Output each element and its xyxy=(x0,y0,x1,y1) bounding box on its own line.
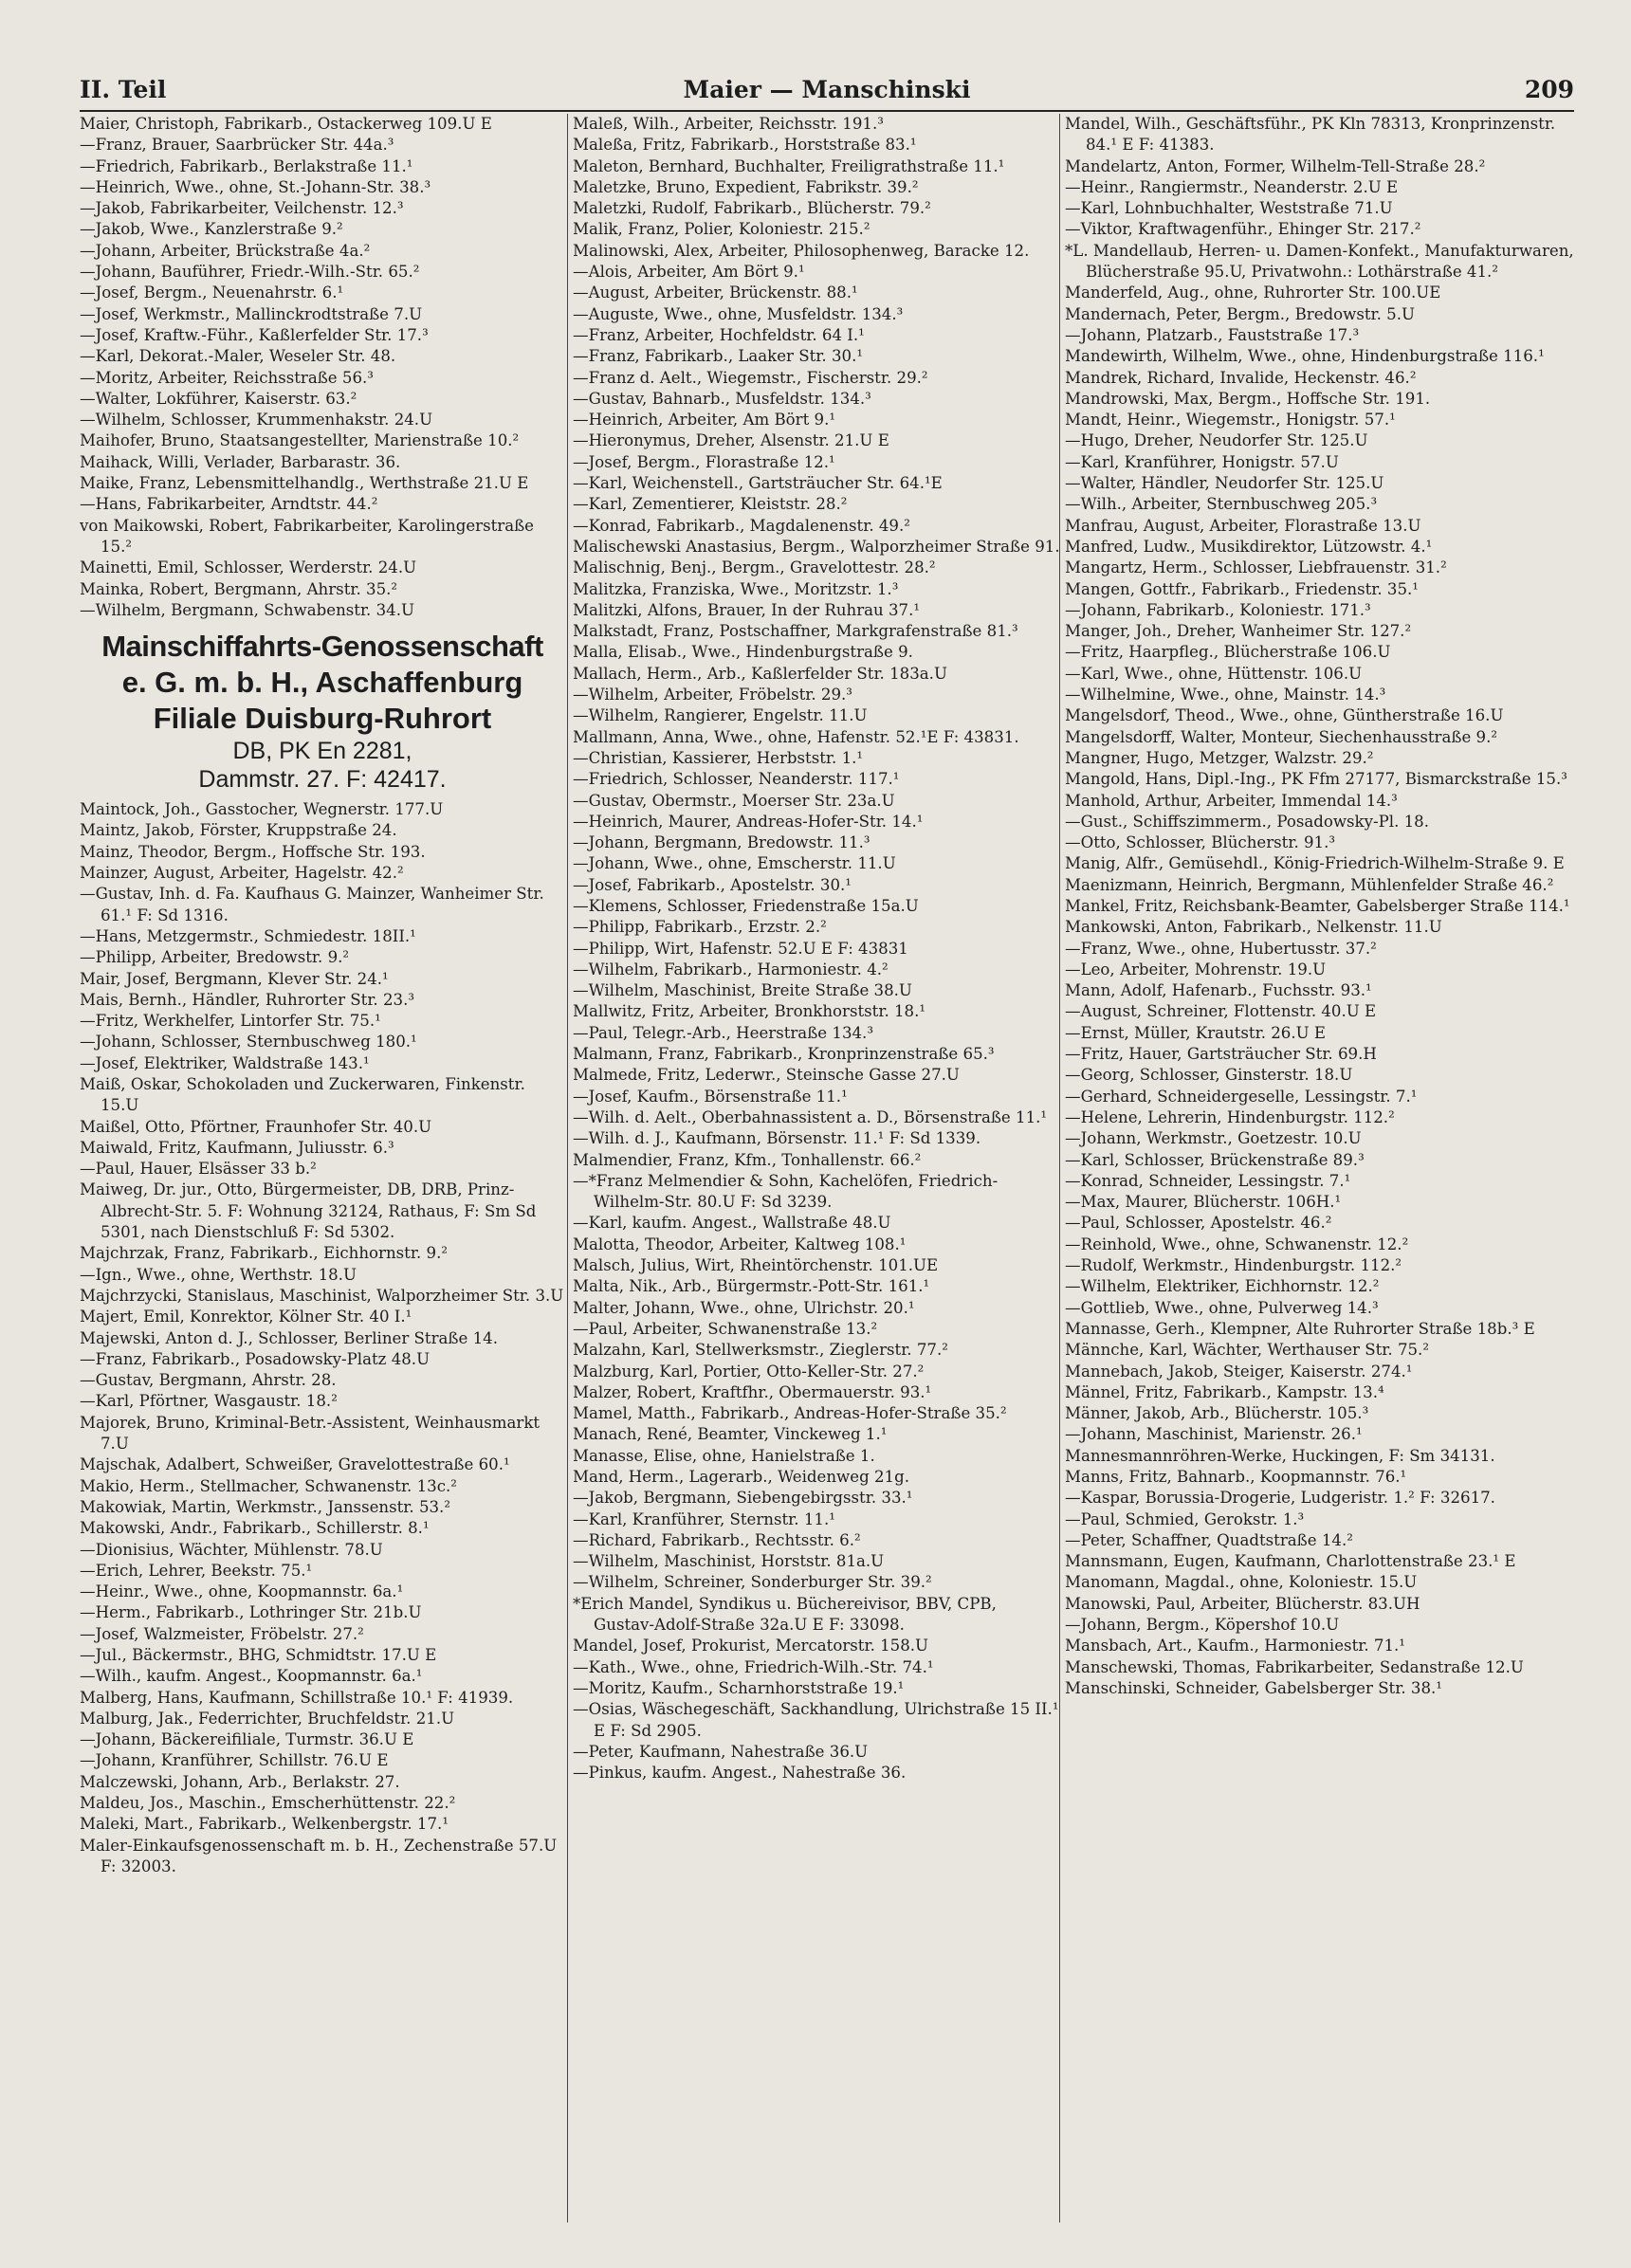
directory-entry: Mankowski, Anton, Fabrikarb., Nelkenstr. 11.U xyxy=(1065,918,1442,937)
ad-company-name: Mainschiffahrts-Genossenschaft xyxy=(101,630,543,664)
directory-entry: —Hans, Fabrikarbeiter, Arndtstr. 44.² xyxy=(80,495,378,514)
directory-entry: Mankel, Fritz, Reichsbank-Beamter, Gabelsberger Straße 114.¹ xyxy=(1065,896,1570,915)
directory-entry: —Wilhelmine, Wwe., ohne, Mainstr. 14.³ xyxy=(1065,686,1386,704)
directory-entry: —Osias, Wäschegeschäft, Sackhandlung, Ulrichstraße 15 II.¹ E F: Sd 2905. xyxy=(573,1700,1059,1740)
directory-entry: —Wilhelm, Elektriker, Eichhornstr. 12.² xyxy=(1065,1277,1380,1296)
directory-entry: —Fritz, Haarpfleg., Blücherstraße 106.U xyxy=(1065,643,1391,662)
directory-entry: —Otto, Schlosser, Blücherstr. 91.³ xyxy=(1065,833,1336,852)
page-number: 209 xyxy=(1524,76,1574,103)
directory-entry: —Johann, Wwe., ohne, Emscherstr. 11.U xyxy=(573,854,896,873)
directory-entry: *L. Mandellaub, Herren- u. Damen-Konfekt., Manufakturwaren, Blücherstraße 95.U, Privatwohn.: Lothärstraße 41.² xyxy=(1065,241,1574,282)
directory-entry: —Gustav, Obermstr., Moerser Str. 23a.U xyxy=(573,791,895,810)
directory-entry: Maihack, Willi, Verlader, Barbarastr. 36. xyxy=(80,452,401,471)
directory-entry: Maleki, Mart., Fabrikarb., Welkenbergstr. 17.¹ xyxy=(80,1815,449,1834)
directory-entry: —Wilhelm, Rangierer, Engelstr. 11.U xyxy=(573,706,868,725)
advertisement-box xyxy=(80,629,565,794)
directory-entry: Maiwald, Fritz, Kaufmann, Juliusstr. 6.³ xyxy=(80,1138,394,1157)
directory-entry: Maiß, Oskar, Schokoladen und Zuckerwaren, Finkenstr. 15.U xyxy=(80,1074,525,1115)
directory-entry: Mainetti, Emil, Schlosser, Werderstr. 24.U xyxy=(80,558,417,577)
directory-entry: Manhold, Arthur, Arbeiter, Immendal 14.³ xyxy=(1065,791,1398,810)
ad-branch: Filiale Duisburg-Ruhrort xyxy=(153,702,492,736)
directory-entry: —Josef, Werkmstr., Mallinckrodtstraße 7.U xyxy=(80,304,423,323)
directory-entry: Manach, René, Beamter, Vinckeweg 1.¹ xyxy=(573,1425,888,1444)
directory-entry: Makio, Herm., Stellmacher, Schwanenstr. 13c.² xyxy=(80,1476,457,1495)
directory-entry: —Wilh., kaufm. Angest., Koopmannstr. 6a.¹ xyxy=(80,1667,423,1686)
directory-entry: Manderfeld, Aug., ohne, Ruhrorter Str. 100.UE xyxy=(1065,284,1441,302)
directory-entry: —Jakob, Bergmann, Siebengebirgsstr. 33.¹ xyxy=(573,1489,913,1508)
directory-entry: —*Franz Melmendier & Sohn, Kachelöfen, Friedrich-Wilhelm-Str. 80.U F: Sd 3239. xyxy=(573,1171,999,1212)
directory-entry: —Franz, Brauer, Saarbrücker Str. 44a.³ xyxy=(80,136,394,155)
directory-entry: Malberg, Hans, Kaufmann, Schillstraße 10.¹ F: 41939. xyxy=(80,1688,514,1707)
directory-entry: Mais, Bernh., Händler, Ruhrorter Str. 23.³ xyxy=(80,990,415,1009)
directory-entry: —Johann, Kranführer, Schillstr. 76.U E xyxy=(80,1751,389,1770)
directory-entry: —Reinhold, Wwe., ohne, Schwanenstr. 12.² xyxy=(1065,1235,1409,1253)
directory-entry: —Herm., Fabrikarb., Lothringer Str. 21b.U xyxy=(80,1603,422,1622)
directory-entry: Mallach, Herm., Arb., Kaßlerfelder Str. 183a.U xyxy=(573,664,947,683)
header-rule xyxy=(80,110,1574,112)
directory-entry: —Philipp, Wirt, Hafenstr. 52.U E F: 43831 xyxy=(573,939,908,958)
ad-bank: DB, PK En 2281, xyxy=(232,738,412,765)
directory-entry: —Heinr., Wwe., ohne, Koopmannstr. 6a.¹ xyxy=(80,1582,404,1601)
directory-entry: —Konrad, Schneider, Lessingstr. 7.¹ xyxy=(1065,1171,1351,1190)
directory-entry: —Josef, Fabrikarb., Apostelstr. 30.¹ xyxy=(573,875,852,894)
column-1 xyxy=(80,114,565,2230)
column-divider xyxy=(567,114,568,2222)
directory-entry: Malmendier, Franz, Kfm., Tonhallenstr. 66.² xyxy=(573,1150,922,1169)
directory-entry: Malzahn, Karl, Stellwerksmstr., Zieglerstr. 77.² xyxy=(573,1341,948,1360)
directory-entry: Maike, Franz, Lebensmittelhandlg., Werthstraße 21.U E xyxy=(80,474,529,493)
section-label: II. Teil xyxy=(80,76,167,103)
directory-entry: Mainka, Robert, Bergmann, Ahrstr. 35.² xyxy=(80,579,398,598)
directory-entry: Mandelartz, Anton, Former, Wilhelm-Tell-Straße 28.² xyxy=(1065,156,1486,175)
directory-entry: Malischnig, Benj., Bergm., Gravelottestr. 28.² xyxy=(573,558,936,577)
directory-entry: Manns, Fritz, Bahnarb., Koopmannstr. 76.¹ xyxy=(1065,1468,1407,1486)
directory-entry: —Moritz, Kaufm., Scharnhorststraße 19.¹ xyxy=(573,1678,905,1697)
directory-entry: Malmede, Fritz, Lederwr., Steinsche Gasse 27.U xyxy=(573,1066,960,1085)
directory-entry: Mangen, Gottfr., Fabrikarb., Friedenstr. 35.¹ xyxy=(1065,579,1419,598)
directory-entry: —Gustav, Inh. d. Fa. Kaufhaus G. Mainzer, Wanheimer Str. 61.¹ F: Sd 1316. xyxy=(80,885,544,924)
directory-entry: Mamel, Matth., Fabrikarb., Andreas-Hofer-Straße 35.² xyxy=(573,1404,1007,1423)
directory-entry: Mainzer, August, Arbeiter, Hagelstr. 42.² xyxy=(80,864,404,883)
directory-entry: Maintock, Joh., Gasstocher, Wegnerstr. 177.U xyxy=(80,800,444,819)
directory-entry: Majert, Emil, Konrektor, Kölner Str. 40 I.¹ xyxy=(80,1308,412,1326)
directory-entry: Malischewski Anastasius, Bergm., Walporzheimer Straße 91. xyxy=(573,537,1060,556)
directory-entry: Maißel, Otto, Pförtner, Fraunhofer Str. 40.U xyxy=(80,1117,432,1136)
directory-entry: Makowiak, Martin, Werkmstr., Janssenstr. 53.² xyxy=(80,1497,450,1516)
directory-entry: Mandewirth, Wilhelm, Wwe., ohne, Hindenburgstraße 116.¹ xyxy=(1065,347,1545,366)
directory-entry: Mandernach, Peter, Bergm., Bredowstr. 5.U xyxy=(1065,304,1415,323)
directory-entry: —Franz d. Aelt., Wiegemstr., Fischerstr. 29.² xyxy=(573,368,928,387)
directory-entry: —August, Arbeiter, Brückenstr. 88.¹ xyxy=(573,284,858,302)
directory-entry: —Karl, Schlosser, Brückenstraße 89.³ xyxy=(1065,1150,1365,1169)
directory-entry: Mannasse, Gerh., Klempner, Alte Ruhrorter Straße 18b.³ E xyxy=(1065,1319,1535,1338)
directory-entry: —August, Schreiner, Flottenstr. 40.U E xyxy=(1065,1002,1377,1021)
directory-entry: —Karl, Kranführer, Honigstr. 57.U xyxy=(1065,452,1339,471)
directory-entry: —Dionisius, Wächter, Mühlenstr. 78.U xyxy=(80,1540,383,1559)
directory-entry: —Gerhard, Schneidergeselle, Lessingstr. 7.¹ xyxy=(1065,1087,1418,1106)
directory-entry: Mannsmann, Eugen, Kaufmann, Charlottenstraße 23.¹ E xyxy=(1065,1552,1516,1571)
directory-entry: Malkstadt, Franz, Postschaffner, Markgrafenstraße 81.³ xyxy=(573,622,1018,641)
ad-company-form: e. G. m. b. H., Aschaffenburg xyxy=(121,666,523,700)
directory-entry: Manger, Joh., Dreher, Wanheimer Str. 127.² xyxy=(1065,622,1412,641)
directory-entry: Mandt, Heinr., Wiegemstr., Honigstr. 57.¹ xyxy=(1065,411,1396,430)
directory-entry: —Wilhelm, Arbeiter, Fröbelstr. 29.³ xyxy=(573,686,852,704)
ad-address: Dammstr. 27. F: 42417. xyxy=(198,766,447,794)
directory-entry: —Auguste, Wwe., ohne, Musfeldstr. 134.³ xyxy=(573,304,904,323)
directory-entry: *Erich Mandel, Syndikus u. Büchereivisor, BBV, CPB, Gustav-Adolf-Straße 32a.U E F: 33098. xyxy=(573,1594,997,1635)
directory-entry: —Leo, Arbeiter, Mohrenstr. 19.U xyxy=(1065,960,1327,979)
directory-entry: Majewski, Anton d. J., Schlosser, Berliner Straße 14. xyxy=(80,1328,498,1347)
directory-entry: Mallmann, Anna, Wwe., ohne, Hafenstr. 52.¹E F: 43831. xyxy=(573,727,1019,746)
directory-entry: —Johann, Bauführer, Friedr.-Wilh.-Str. 65.² xyxy=(80,263,420,282)
directory-entry: —Peter, Kaufmann, Nahestraße 36.U xyxy=(573,1742,869,1761)
directory-entry: Männer, Jakob, Arb., Blücherstr. 105.³ xyxy=(1065,1404,1369,1423)
directory-entry: —Moritz, Arbeiter, Reichsstraße 56.³ xyxy=(80,368,374,387)
directory-entry: —Johann, Bergmann, Bredowstr. 11.³ xyxy=(573,833,870,852)
directory-entry: Mannesmannröhren-Werke, Huckingen, F: Sm 34131. xyxy=(1065,1446,1495,1465)
directory-entry: Mangelsdorf, Theod., Wwe., ohne, Güntherstraße 16.U xyxy=(1065,706,1504,725)
directory-entry: —Erich, Lehrer, Beekstr. 75.¹ xyxy=(80,1561,313,1580)
directory-entry: Majchrzycki, Stanislaus, Maschinist, Walporzheimer Str. 3.U xyxy=(80,1286,564,1305)
directory-entry: Manfred, Ludw., Musikdirektor, Lützowstr. 4.¹ xyxy=(1065,537,1433,556)
directory-entry: —Helene, Lehrerin, Hindenburgstr. 112.² xyxy=(1065,1107,1395,1126)
directory-entry: Malik, Franz, Polier, Koloniestr. 215.² xyxy=(573,220,870,239)
directory-entry: —Alois, Arbeiter, Am Bört 9.¹ xyxy=(573,263,805,282)
directory-entry: —Wilh. d. Aelt., Oberbahnassistent a. D., Börsenstraße 11.¹ xyxy=(573,1107,1048,1126)
directory-entry: Maler-Einkaufsgenossenschaft m. b. H., Zechenstraße 57.U F: 32003. xyxy=(80,1836,558,1875)
directory-entry: —Johann, Platzarb., Fauststraße 17.³ xyxy=(1065,325,1360,344)
directory-entry: —Walter, Lokführer, Kaiserstr. 63.² xyxy=(80,389,357,408)
directory-entry: —Wilhelm, Maschinist, Horststr. 81a.U xyxy=(573,1552,885,1571)
directory-entry: —Fritz, Hauer, Gartsträucher Str. 69.H xyxy=(1065,1045,1377,1064)
directory-entry: Maihofer, Bruno, Staatsangestellter, Marienstraße 10.² xyxy=(80,431,520,450)
directory-entry: Malta, Nik., Arb., Bürgermstr.-Pott-Str. 161.¹ xyxy=(573,1277,930,1296)
directory-entry: —Paul, Hauer, Elsässer 33 b.² xyxy=(80,1160,317,1179)
directory-entry: Manowski, Paul, Arbeiter, Blücherstr. 83.UH xyxy=(1065,1594,1420,1613)
directory-entry: Mainz, Theodor, Bergm., Hoffsche Str. 193. xyxy=(80,842,426,861)
directory-entry: Majschak, Adalbert, Schweißer, Gravelottestraße 60.¹ xyxy=(80,1455,510,1474)
directory-entry: Malitzki, Alfons, Brauer, In der Ruhrau 37.¹ xyxy=(573,600,921,619)
directory-entry: —Karl, Lohnbuchhalter, Weststraße 71.U xyxy=(1065,199,1393,218)
directory-entry: Manschewski, Thomas, Fabrikarbeiter, Sedanstraße 12.U xyxy=(1065,1657,1524,1676)
directory-entry: —Philipp, Arbeiter, Bredowstr. 9.² xyxy=(80,948,350,967)
directory-entry: —Ernst, Müller, Krautstr. 26.U E xyxy=(1065,1023,1327,1042)
directory-entry: —Karl, kaufm. Angest., Wallstraße 48.U xyxy=(573,1214,891,1233)
directory-entry: —Heinrich, Maurer, Andreas-Hofer-Str. 14.¹ xyxy=(573,812,924,831)
columns xyxy=(80,114,1589,2230)
directory-entry: —Heinrich, Wwe., ohne, St.-Johann-Str. 38.³ xyxy=(80,177,431,196)
directory-entry: —Wilhelm, Maschinist, Breite Straße 38.U xyxy=(573,981,912,1000)
directory-entry: —Konrad, Fabrikarb., Magdalenenstr. 49.² xyxy=(573,516,910,535)
directory-entry: Malotta, Theodor, Arbeiter, Kaltweg 108.¹ xyxy=(573,1235,907,1253)
directory-entry: Maier, Christoph, Fabrikarb., Ostackerweg 109.U E xyxy=(80,115,492,133)
directory-entry: —Pinkus, kaufm. Angest., Nahestraße 36. xyxy=(573,1764,907,1783)
directory-entry: —Franz, Wwe., ohne, Hubertusstr. 37.² xyxy=(1065,939,1377,958)
column-divider xyxy=(1059,114,1060,2222)
directory-entry: —Gustav, Bergmann, Ahrstr. 28. xyxy=(80,1371,337,1390)
directory-entry: —Karl, Wwe., ohne, Hüttenstr. 106.U xyxy=(1065,664,1363,683)
directory-entry: —Wilh. d. J., Kaufmann, Börsenstr. 11.¹ F: Sd 1339. xyxy=(573,1129,981,1148)
directory-entry: —Rudolf, Werkmstr., Hindenburgstr. 112.² xyxy=(1065,1256,1402,1275)
directory-entry: —Franz, Fabrikarb., Laaker Str. 30.¹ xyxy=(573,347,864,366)
directory-entry: Malzburg, Karl, Portier, Otto-Keller-Str. 27.² xyxy=(573,1362,925,1381)
directory-entry: Malmann, Franz, Fabrikarb., Kronprinzenstraße 65.³ xyxy=(573,1045,995,1064)
directory-entry: Malsch, Julius, Wirt, Rheintörchenstr. 101.UE xyxy=(573,1256,939,1275)
directory-entry: —Jul., Bäckermstr., BHG, Schmidtstr. 17.U E xyxy=(80,1646,437,1664)
directory-entry: Maleton, Bernhard, Buchhalter, Freiligrathstraße 11.¹ xyxy=(573,156,1005,175)
directory-entry: Mannebach, Jakob, Steiger, Kaiserstr. 274.¹ xyxy=(1065,1362,1413,1381)
directory-entry: —Klemens, Schlosser, Friedenstraße 15a.U xyxy=(573,896,919,915)
directory-entry: Mangartz, Herm., Schlosser, Liebfrauenstr. 31.² xyxy=(1065,558,1447,577)
directory-entry: —Viktor, Kraftwagenführ., Ehinger Str. 217.² xyxy=(1065,220,1421,239)
directory-entry: —Heinr., Rangiermstr., Neanderstr. 2.U E xyxy=(1065,177,1399,196)
directory-entry: —Walter, Händler, Neudorfer Str. 125.U xyxy=(1065,474,1384,493)
directory-entry: —Karl, Zementierer, Kleiststr. 28.² xyxy=(573,495,848,514)
directory-entry: Mandel, Wilh., Geschäftsführ., PK Kln 78313, Kronprinzenstr. 84.¹ E F: 41383. xyxy=(1065,115,1556,155)
directory-entry: —Friedrich, Fabrikarb., Berlakstraße 11.¹ xyxy=(80,156,413,175)
directory-entry: Mangold, Hans, Dipl.-Ing., PK Ffm 27177, Bismarckstraße 15.³ xyxy=(1065,770,1567,789)
directory-entry: Mansbach, Art., Kaufm., Harmoniestr. 71.¹ xyxy=(1065,1637,1405,1655)
directory-entry: von Maikowski, Robert, Fabrikarbeiter, Karolingerstraße 15.² xyxy=(80,516,534,556)
directory-entry: Mandrek, Richard, Invalide, Heckenstr. 46.² xyxy=(1065,368,1417,387)
directory-entry: Mallwitz, Fritz, Arbeiter, Bronkhorststr. 18.¹ xyxy=(573,1002,926,1021)
column-2 xyxy=(573,114,1060,2230)
directory-entry: —Gustav, Bahnarb., Musfeldstr. 134.³ xyxy=(573,389,871,408)
directory-entry: Majorek, Bruno, Kriminal-Betr.-Assistent, Weinhausmarkt 7.U xyxy=(80,1413,541,1454)
directory-entry: —Johann, Bäckereifiliale, Turmstr. 36.U E xyxy=(80,1730,414,1749)
directory-entry: —Fritz, Werkhelfer, Lintorfer Str. 75.¹ xyxy=(80,1012,381,1031)
directory-entry: —Wilhelm, Schlosser, Krummenhakstr. 24.U xyxy=(80,411,433,430)
directory-entry: Maletzki, Rudolf, Fabrikarb., Blücherstr. 79.² xyxy=(573,199,931,218)
directory-entry: Maleß, Wilh., Arbeiter, Reichsstr. 191.³ xyxy=(573,115,884,133)
directory-entry: Malburg, Jak., Federrichter, Bruchfeldstr. 21.U xyxy=(80,1709,455,1728)
directory-entry: Malla, Elisab., Wwe., Hindenburgstraße 9. xyxy=(573,643,913,662)
directory-entry: —Jakob, Fabrikarbeiter, Veilchenstr. 12.³ xyxy=(80,199,404,218)
directory-entry: —Richard, Fabrikarb., Rechtsstr. 6.² xyxy=(573,1530,861,1549)
directory-entry: Maenizmann, Heinrich, Bergmann, Mühlenfelder Straße 46.² xyxy=(1065,875,1554,894)
directory-entry: Manig, Alfr., Gemüsehdl., König-Friedrich-Wilhelm-Straße 9. E xyxy=(1065,854,1565,873)
directory-entry: —Josef, Kaufm., Börsenstraße 11.¹ xyxy=(573,1087,848,1106)
directory-entry: —Johann, Schlosser, Sternbuschweg 180.¹ xyxy=(80,1033,417,1052)
directory-entry: Mandrowski, Max, Bergm., Hoffsche Str. 191. xyxy=(1065,389,1431,408)
directory-entry: —Josef, Walzmeister, Fröbelstr. 27.² xyxy=(80,1624,364,1643)
directory-entry: Malzer, Robert, Kraftfhr., Obermauerstr. 93.¹ xyxy=(573,1382,932,1401)
directory-entry: —Karl, Kranführer, Sternstr. 11.¹ xyxy=(573,1509,835,1528)
directory-entry: —Wilhelm, Bergmann, Schwabenstr. 34.U xyxy=(80,600,414,619)
directory-entry: —Johann, Fabrikarb., Koloniestr. 171.³ xyxy=(1065,600,1371,619)
directory-entry: —Hieronymus, Dreher, Alsenstr. 21.U E xyxy=(573,431,889,450)
directory-entry: —Karl, Dekorat.-Maler, Weseler Str. 48. xyxy=(80,347,396,366)
directory-entry: —Paul, Schlosser, Apostelstr. 46.² xyxy=(1065,1214,1332,1233)
directory-entry: —Philipp, Fabrikarb., Erzstr. 2.² xyxy=(573,918,827,937)
directory-entry: —Friedrich, Schlosser, Neanderstr. 117.¹ xyxy=(573,770,900,789)
directory-entry: Maldeu, Jos., Maschin., Emscherhüttenstr. 22.² xyxy=(80,1794,456,1813)
directory-entry: Manomann, Magdal., ohne, Koloniestr. 15.U xyxy=(1065,1573,1418,1592)
page-title: Maier — Manschinski xyxy=(683,76,971,103)
directory-entry: —Josef, Bergm., Florastraße 12.¹ xyxy=(573,452,835,471)
directory-entry: —Johann, Bergm., Köpershof 10.U xyxy=(1065,1616,1340,1635)
directory-entry: Maletzke, Bruno, Expedient, Fabrikstr. 39.² xyxy=(573,177,919,196)
directory-entry: Maleßa, Fritz, Fabrikarb., Horststraße 83.¹ xyxy=(573,136,917,155)
directory-entry: —Kaspar, Borussia-Drogerie, Ludgeristr. 1.² F: 32617. xyxy=(1065,1489,1495,1508)
directory-entry: —Karl, Pförtner, Wasgaustr. 18.² xyxy=(80,1392,338,1411)
directory-entry: Maiweg, Dr. jur., Otto, Bürgermeister, DB, DRB, Prinz-Albrecht-Str. 5. F: Wohnung 32124, Rathaus, F: Sm Sd 5301, nach Dienstschluß F: Sd 5302. xyxy=(80,1180,537,1242)
directory-entry: Manschinski, Schneider, Gabelsberger Str. 38.¹ xyxy=(1065,1678,1442,1697)
directory-entry: —Heinrich, Arbeiter, Am Bört 9.¹ xyxy=(573,411,835,430)
directory-entry: Manasse, Elise, ohne, Hanielstraße 1. xyxy=(573,1446,875,1465)
directory-entry: —Hans, Metzgermstr., Schmiedestr. 18II.¹ xyxy=(80,926,416,945)
directory-entry: Männche, Karl, Wächter, Werthauser Str. 75.² xyxy=(1065,1341,1429,1360)
directory-entry: Malczewski, Johann, Arb., Berlakstr. 27. xyxy=(80,1772,400,1791)
directory-entry: —Karl, Weichenstell., Gartsträucher Str. 64.¹E xyxy=(573,474,943,493)
directory-entry: Malinowski, Alex, Arbeiter, Philosophenweg, Baracke 12. xyxy=(573,241,1030,260)
directory-entry: —Wilh., Arbeiter, Sternbuschweg 205.³ xyxy=(1065,495,1378,514)
directory-entry: Malitzka, Franziska, Wwe., Moritzstr. 1.³ xyxy=(573,579,899,598)
directory-entry: —Johann, Werkmstr., Goetzestr. 10.U xyxy=(1065,1129,1362,1148)
directory-entry: —Josef, Kraftw.-Führ., Kaßlerfelder Str. 17.³ xyxy=(80,325,429,344)
directory-entry: —Johann, Arbeiter, Brückstraße 4a.² xyxy=(80,241,371,260)
directory-entry: Mangelsdorff, Walter, Monteur, Siechenhausstraße 9.² xyxy=(1065,727,1498,746)
directory-entry: Makowski, Andr., Fabrikarb., Schillerstr. 8.¹ xyxy=(80,1519,430,1538)
directory-entry: Mangner, Hugo, Metzger, Walzstr. 29.² xyxy=(1065,748,1374,767)
directory-entry: Malter, Johann, Wwe., ohne, Ulrichstr. 20.¹ xyxy=(573,1298,915,1317)
directory-entry: —Hugo, Dreher, Neudorfer Str. 125.U xyxy=(1065,431,1368,450)
directory-entry: Mann, Adolf, Hafenarb., Fuchsstr. 93.¹ xyxy=(1065,981,1372,1000)
directory-entry: —Max, Maurer, Blücherstr. 106H.¹ xyxy=(1065,1193,1342,1212)
directory-entry: Mair, Josef, Bergmann, Klever Str. 24.¹ xyxy=(80,969,389,988)
directory-entry: —Wilhelm, Fabrikarb., Harmoniestr. 4.² xyxy=(573,960,889,979)
directory-entry: —Peter, Schaffner, Quadtstraße 14.² xyxy=(1065,1530,1353,1549)
directory-entry: —Ign., Wwe., ohne, Werthstr. 18.U xyxy=(80,1265,357,1284)
directory-entry: —Wilhelm, Schreiner, Sonderburger Str. 39.² xyxy=(573,1573,932,1592)
directory-entry: Maintz, Jakob, Förster, Kruppstraße 24. xyxy=(80,821,397,840)
directory-entry: —Gust., Schiffszimmerm., Posadowsky-Pl. 18. xyxy=(1065,812,1430,831)
directory-entry: —Georg, Schlosser, Ginsterstr. 18.U xyxy=(1065,1066,1353,1085)
directory-entry: —Paul, Schmied, Gerokstr. 1.³ xyxy=(1065,1509,1305,1528)
directory-entry: —Gottlieb, Wwe., ohne, Pulverweg 14.³ xyxy=(1065,1298,1379,1317)
directory-entry: —Josef, Elektriker, Waldstraße 143.¹ xyxy=(80,1053,370,1072)
directory-entry: Manfrau, August, Arbeiter, Florastraße 13.U xyxy=(1065,516,1421,535)
page-header xyxy=(80,76,1574,108)
directory-entry: —Christian, Kassierer, Herbststr. 1.¹ xyxy=(573,748,864,767)
directory-entry: Majchrzak, Franz, Fabrikarb., Eichhornstr. 9.² xyxy=(80,1244,448,1263)
column-3 xyxy=(1065,114,1586,2230)
directory-entry: —Franz, Fabrikarb., Posadowsky-Platz 48.U xyxy=(80,1349,431,1368)
directory-entry: Mandel, Josef, Prokurist, Mercatorstr. 158.U xyxy=(573,1637,929,1655)
directory-entry: Männel, Fritz, Fabrikarb., Kampstr. 13.⁴ xyxy=(1065,1382,1384,1401)
directory-entry: —Paul, Telegr.-Arb., Heerstraße 134.³ xyxy=(573,1023,873,1042)
directory-entry: —Jakob, Wwe., Kanzlerstraße 9.² xyxy=(80,220,343,239)
directory-entry: Mand, Herm., Lagerarb., Weidenweg 21g. xyxy=(573,1468,909,1486)
directory-entry: —Johann, Maschinist, Marienstr. 26.¹ xyxy=(1065,1425,1363,1444)
directory-entry: —Franz, Arbeiter, Hochfeldstr. 64 I.¹ xyxy=(573,325,865,344)
directory-entry: —Kath., Wwe., ohne, Friedrich-Wilh.-Str. 74.¹ xyxy=(573,1657,934,1676)
directory-entry: —Paul, Arbeiter, Schwanenstraße 13.² xyxy=(573,1319,878,1338)
directory-entry: —Josef, Bergm., Neuenahrstr. 6.¹ xyxy=(80,284,344,302)
